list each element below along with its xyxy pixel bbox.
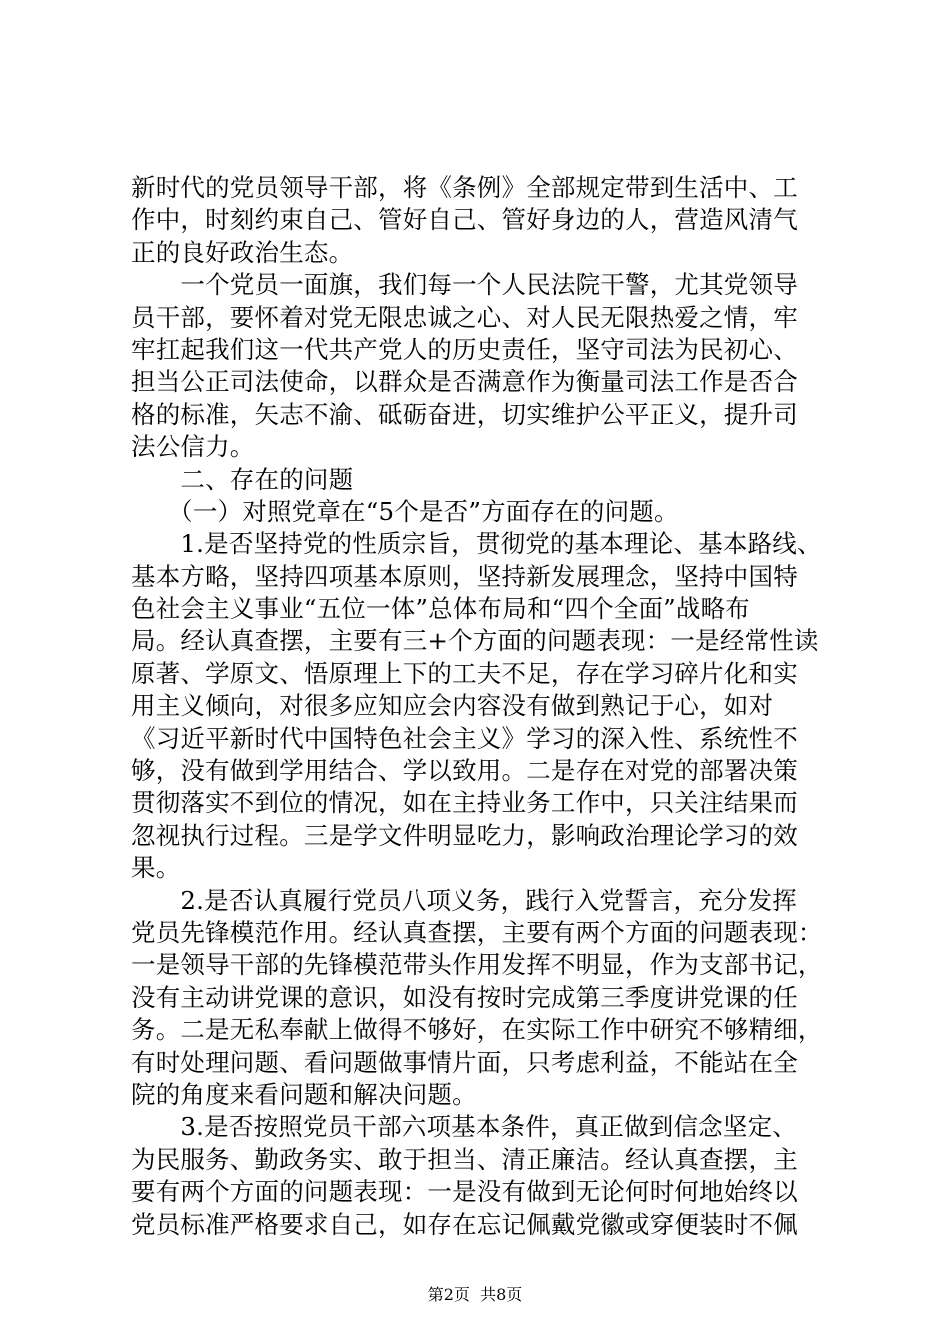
text-line: 要有两个方面的问题表现：一是没有做到无论何时何地始终以 — [131, 1177, 798, 1207]
text-line: 基本方略，坚持四项基本原则，坚持新发展理念，坚持中国特 — [131, 561, 798, 591]
text-line: 一是领导干部的先锋模范带头作用发挥不明显，作为支部书记， — [131, 950, 823, 980]
text-line: 党员先锋模范作用。经认真查摆，主要有两个方面的问题表现： — [131, 917, 823, 947]
text-line: 新时代的党员领导干部，将《条例》全部规定带到生活中、工 — [131, 173, 798, 202]
page-number-footer: 第2页 共8页 — [427, 1285, 523, 1304]
text-line: 有时处理问题、看问题做事情片面，只考虑利益，不能站在全 — [131, 1047, 798, 1077]
text-line: 为民服务、勤政务实、敢于担当、清正廉洁。经认真查摆，主 — [131, 1144, 798, 1174]
section-heading: 二、存在的问题 — [131, 464, 354, 494]
text-line: 果。 — [131, 853, 181, 883]
text-line: 担当公正司法使命，以群众是否满意作为衡量司法工作是否合 — [131, 367, 798, 397]
text-line: 3.是否按照党员干部六项基本条件，真正做到信念坚定、 — [131, 1112, 797, 1142]
text-line: 院的角度来看问题和解决问题。 — [131, 1079, 477, 1109]
text-line: 贯彻落实不到位的情况，如在主持业务工作中，只关注结果而 — [131, 788, 798, 818]
text-line: 牢扛起我们这一代共产党人的历史责任，坚守司法为民初心、 — [131, 334, 798, 364]
document-body — [131, 172, 831, 1241]
subsection-heading: （一）对照党章在“5个是否”方面存在的问题。 — [131, 496, 679, 526]
text-line: 2.是否认真履行党员八项义务，践行入党誓言，充分发挥 — [131, 885, 797, 915]
text-line: 用主义倾向，对很多应知应会内容没有做到熟记于心，如对 — [131, 691, 774, 721]
text-line: 格的标准，矢志不渝、砥砺奋进，切实维护公平正义，提升司 — [131, 399, 798, 429]
text-line: 原著、学原文、悟原理上下的工夫不足，存在学习碎片化和实 — [131, 658, 798, 688]
text-line: 色社会主义事业“五位一体”总体布局和“四个全面”战略布 — [131, 594, 750, 624]
text-line: 局。经认真查摆，主要有三+个方面的问题表现：一是经常性读 — [131, 626, 819, 656]
text-line: 一个党员一面旗，我们每一个人民法院干警，尤其党领导 — [131, 270, 798, 300]
text-line: 务。二是无私奉献上做得不够好，在实际工作中研究不够精细， — [131, 1015, 823, 1045]
text-line: 没有主动讲党课的意识，如没有按时完成第三季度讲党课的任 — [131, 982, 798, 1012]
text-line: 党员标准严格要求自己，如存在忘记佩戴党徽或穿便装时不佩 — [131, 1209, 798, 1239]
text-line: 员干部，要怀着对党无限忠诚之心、对人民无限热爱之情，牢 — [131, 302, 798, 332]
text-line: 1.是否坚持党的性质宗旨，贯彻党的基本理论、基本路线、 — [131, 529, 822, 559]
text-line: 法公信力。 — [131, 432, 255, 462]
text-line: 够，没有做到学用结合、学以致用。二是存在对党的部署决策 — [131, 756, 798, 786]
text-line: 作中，时刻约束自己、管好自己、管好身边的人，营造风清气 — [131, 205, 798, 235]
text-line: 《习近平新时代中国特色社会主义》学习的深入性、系统性不 — [131, 723, 798, 753]
text-line: 忽视执行过程。三是学文件明显吃力，影响政治理论学习的效 — [131, 820, 798, 850]
text-line: 正的良好政治生态。 — [131, 237, 354, 267]
